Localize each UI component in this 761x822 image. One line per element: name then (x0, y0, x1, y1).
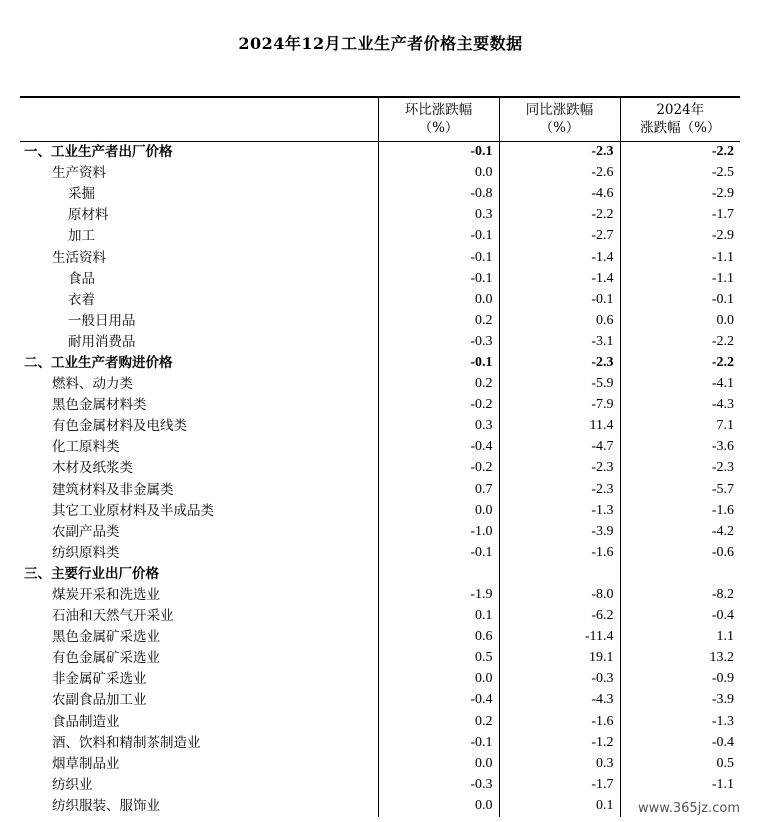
row-annual-value: -2.3 (620, 458, 740, 479)
row-label: 黑色金属矿采选业 (52, 629, 160, 646)
row-annual-value: -2.9 (620, 226, 740, 247)
table-row (20, 690, 740, 711)
row-yoy-value: -4.7 (499, 437, 620, 458)
row-yoy-value: -2.3 (499, 479, 620, 500)
row-annual-value: -2.2 (620, 352, 740, 373)
row-label: 非金属矿采选业 (52, 671, 147, 688)
row-label: 其它工业原材料及半成品类 (52, 502, 214, 519)
row-annual-value: -1.6 (620, 500, 740, 521)
row-yoy-value: -3.9 (499, 521, 620, 542)
table-row (20, 542, 740, 563)
row-label: 有色金属材料及电线类 (52, 418, 187, 435)
row-yoy-value: 19.1 (499, 648, 620, 669)
table-section-row (20, 563, 740, 584)
row-annual-value: -2.5 (620, 163, 740, 184)
row-mom-value: 0.0 (378, 795, 499, 816)
row-yoy-value: -1.4 (499, 247, 620, 268)
row-label: 煤炭开采和洗选业 (52, 587, 160, 604)
row-mom-value: -0.4 (378, 690, 499, 711)
page-title: 2024年12月工业生产者价格主要数据 (238, 34, 523, 53)
row-label: 石油和天然气开采业 (52, 608, 174, 625)
table-row (20, 669, 740, 690)
row-annual-value: -1.3 (620, 711, 740, 732)
table-row (20, 163, 740, 184)
row-yoy-value: -1.7 (499, 774, 620, 795)
row-yoy-value: -1.6 (499, 711, 620, 732)
row-annual-value: -0.6 (620, 542, 740, 563)
row-mom-value: -0.8 (378, 184, 499, 205)
table-row (20, 310, 740, 331)
row-mom-value: -0.1 (378, 542, 499, 563)
table-row (20, 795, 740, 816)
row-label: 有色金属矿采选业 (52, 650, 160, 667)
table-header-row (20, 97, 740, 141)
table-row (20, 774, 740, 795)
header-mom-line1: 环比涨跌幅 (404, 102, 473, 119)
table-row (20, 205, 740, 226)
header-yoy-line1: 同比涨跌幅 (525, 102, 594, 119)
row-yoy-value (499, 563, 620, 584)
row-label: 纺织业 (52, 776, 93, 793)
table-row (20, 268, 740, 289)
header-annual (620, 97, 740, 141)
row-annual-value: -1.1 (620, 247, 740, 268)
row-mom-value: -0.1 (378, 268, 499, 289)
table-row (20, 648, 740, 669)
row-label: 食品制造业 (52, 713, 120, 730)
row-mom-value: 0.0 (378, 500, 499, 521)
price-data-table (20, 96, 740, 817)
row-mom-value: 0.2 (378, 374, 499, 395)
row-mom-value: -0.1 (378, 141, 499, 163)
table-row (20, 500, 740, 521)
row-yoy-value: -2.3 (499, 458, 620, 479)
row-annual-value: 0.5 (620, 753, 740, 774)
table-row (20, 627, 740, 648)
table-row (20, 711, 740, 732)
table-row (20, 374, 740, 395)
row-mom-value: 0.0 (378, 753, 499, 774)
row-annual-value: -8.2 (620, 584, 740, 605)
row-label: 木材及纸浆类 (52, 460, 133, 477)
header-yoy-line2: （%） (539, 120, 580, 137)
row-yoy-value: -5.9 (499, 374, 620, 395)
row-mom-value: -0.1 (378, 732, 499, 753)
table-body (20, 141, 740, 817)
row-label: 农副产品类 (52, 523, 120, 540)
row-annual-value: -0.1 (620, 289, 740, 310)
row-yoy-value: 0.6 (499, 310, 620, 331)
row-annual-value: -3.6 (620, 437, 740, 458)
row-mom-value: 0.0 (378, 669, 499, 690)
row-mom-value: 0.0 (378, 289, 499, 310)
row-label: 三、主要行业出厂价格 (24, 565, 159, 582)
row-annual-value: -0.9 (620, 669, 740, 690)
row-yoy-value: -1.6 (499, 542, 620, 563)
row-yoy-value: -8.0 (499, 584, 620, 605)
row-mom-value: 0.3 (378, 205, 499, 226)
row-annual-value: 13.2 (620, 648, 740, 669)
row-annual-value: -1.7 (620, 205, 740, 226)
row-annual-value: -4.1 (620, 374, 740, 395)
row-annual-value: -1.1 (620, 268, 740, 289)
row-mom-value: -0.3 (378, 774, 499, 795)
row-label: 加工 (68, 228, 95, 245)
row-mom-value: 0.5 (378, 648, 499, 669)
row-annual-value (620, 563, 740, 584)
row-mom-value (378, 563, 499, 584)
row-label: 燃料、动力类 (52, 376, 133, 393)
header-mom (378, 97, 499, 141)
row-label: 一、工业生产者出厂价格 (24, 144, 173, 161)
row-label: 农副食品加工业 (52, 692, 147, 709)
row-mom-value: -0.3 (378, 331, 499, 352)
header-item-name (20, 97, 378, 141)
row-annual-value: -0.4 (620, 732, 740, 753)
table-row (20, 416, 740, 437)
row-yoy-value: -11.4 (499, 627, 620, 648)
row-mom-value: 0.2 (378, 711, 499, 732)
row-mom-value: -0.2 (378, 395, 499, 416)
row-yoy-value: 0.1 (499, 795, 620, 816)
row-yoy-value: 11.4 (499, 416, 620, 437)
row-label: 酒、饮料和精制茶制造业 (52, 734, 201, 751)
row-annual-value: -4.3 (620, 395, 740, 416)
row-mom-value: 0.3 (378, 416, 499, 437)
row-label: 纺织服装、服饰业 (52, 797, 160, 814)
row-label: 原材料 (68, 207, 109, 224)
row-yoy-value: -2.6 (499, 163, 620, 184)
row-yoy-value: -2.3 (499, 141, 620, 163)
table-row (20, 458, 740, 479)
row-yoy-value: -4.3 (499, 690, 620, 711)
row-annual-value: -2.9 (620, 184, 740, 205)
row-yoy-value: 0.3 (499, 753, 620, 774)
table-section-row (20, 141, 740, 163)
table-row (20, 331, 740, 352)
table-section-row (20, 352, 740, 373)
row-label: 采掘 (68, 186, 95, 203)
table-row (20, 395, 740, 416)
row-yoy-value: -0.3 (499, 669, 620, 690)
table-row (20, 247, 740, 268)
row-annual-value: -5.7 (620, 479, 740, 500)
row-yoy-value: -2.2 (499, 205, 620, 226)
row-annual-value: -3.9 (620, 690, 740, 711)
row-annual-value: -1.1 (620, 774, 740, 795)
row-mom-value: -1.0 (378, 521, 499, 542)
row-yoy-value: -2.3 (499, 352, 620, 373)
row-yoy-value: -1.3 (499, 500, 620, 521)
row-mom-value: -0.2 (378, 458, 499, 479)
row-annual-value: 7.1 (620, 416, 740, 437)
table-row (20, 732, 740, 753)
table-row (20, 584, 740, 605)
row-label: 一般日用品 (68, 312, 136, 329)
row-label: 二、工业生产者购进价格 (24, 354, 173, 371)
row-annual-value: 0.0 (620, 310, 740, 331)
row-label: 纺织原料类 (52, 544, 120, 561)
row-annual-value: -2.2 (620, 331, 740, 352)
row-mom-value: -1.9 (378, 584, 499, 605)
table-row (20, 479, 740, 500)
table-row (20, 289, 740, 310)
row-annual-value: 1.1 (620, 627, 740, 648)
row-yoy-value: -0.1 (499, 289, 620, 310)
row-yoy-value: -6.2 (499, 606, 620, 627)
row-label: 衣着 (68, 291, 95, 308)
row-yoy-value: -3.1 (499, 331, 620, 352)
header-annual-line2: 涨跌幅（%） (640, 120, 721, 137)
row-mom-value: 0.6 (378, 627, 499, 648)
header-annual-line1: 2024年 (656, 102, 705, 119)
table-row (20, 184, 740, 205)
row-label: 生活资料 (52, 249, 106, 266)
row-label: 生产资料 (52, 165, 106, 182)
row-mom-value: 0.7 (378, 479, 499, 500)
row-annual-value: -0.4 (620, 606, 740, 627)
row-label: 耐用消费品 (68, 333, 136, 350)
row-label: 食品 (68, 270, 95, 287)
row-yoy-value: -1.4 (499, 268, 620, 289)
table-row (20, 226, 740, 247)
row-yoy-value: -2.7 (499, 226, 620, 247)
row-label: 化工原料类 (52, 439, 120, 456)
row-mom-value: 0.1 (378, 606, 499, 627)
site-watermark: www.365jz.com (635, 801, 743, 816)
row-mom-value: -0.1 (378, 352, 499, 373)
table-row (20, 606, 740, 627)
row-mom-value: 0.2 (378, 310, 499, 331)
row-annual-value: -2.2 (620, 141, 740, 163)
table-row (20, 521, 740, 542)
row-mom-value: -0.1 (378, 247, 499, 268)
row-annual-value: -4.2 (620, 521, 740, 542)
row-mom-value: -0.1 (378, 226, 499, 247)
table-row (20, 753, 740, 774)
header-mom-line2: （%） (418, 120, 459, 137)
row-yoy-value: -7.9 (499, 395, 620, 416)
row-yoy-value: -1.2 (499, 732, 620, 753)
row-mom-value: -0.4 (378, 437, 499, 458)
header-yoy (499, 97, 620, 141)
table-row (20, 437, 740, 458)
row-yoy-value: -4.6 (499, 184, 620, 205)
row-label: 烟草制品业 (52, 755, 120, 772)
row-label: 黑色金属材料类 (52, 397, 147, 414)
row-mom-value: 0.0 (378, 163, 499, 184)
row-label: 建筑材料及非金属类 (52, 481, 174, 498)
